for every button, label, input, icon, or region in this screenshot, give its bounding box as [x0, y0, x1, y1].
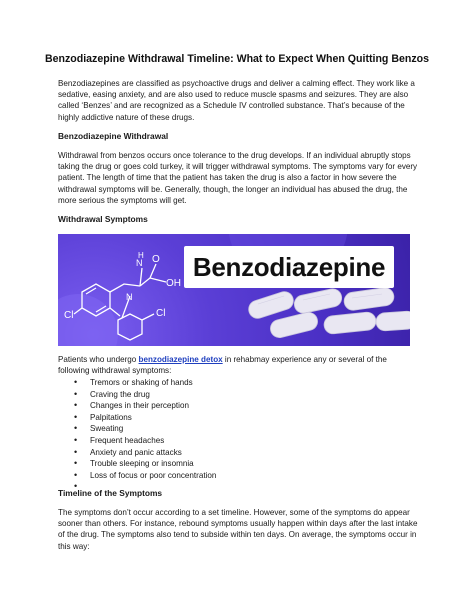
list-item: • Tremors or shaking of hands — [74, 377, 216, 389]
list-item: • Frequent headaches — [74, 435, 216, 447]
atom-o: O — [152, 254, 160, 265]
hero-banner-text: Benzodiazepine — [184, 246, 394, 288]
lead-prefix: Patients who undergo — [58, 355, 139, 364]
atom-n-mid: N — [126, 292, 133, 302]
list-item: • Loss of focus or poor concentration — [74, 470, 216, 482]
timeline-heading: Timeline of the Symptoms — [58, 488, 163, 498]
hero-image — [58, 234, 410, 346]
list-item: • Trouble sleeping or insomnia — [74, 458, 216, 470]
symptoms-list — [74, 377, 216, 493]
timeline-paragraph: The symptoms don’t occur according to a set timeline. However, some of the symptoms do appear sooner than others. For instance, rebound symptoms usually happen within days after the last intake of the drug. The symptoms also tend to subside within ten days. On average, the symptoms occur in this way: — [58, 508, 418, 551]
list-item: • Changes in their perception — [74, 400, 216, 412]
withdrawal-heading: Benzodiazepine Withdrawal — [58, 131, 169, 141]
intro-paragraph: Benzodiazepines are classified as psychoactive drugs and deliver a calming effect. They work like a sedative, easing anxiety, and are also used to reduce muscle spasms and seizures. They are also called ‘Benzes’ and are recognized as a Schedule IV controlled substance. That’s because of the highly addictive nature of these drugs. — [58, 79, 415, 122]
page-title: Benzodiazepine Withdrawal Timeline: What to Expect When Quitting Benzos — [44, 53, 430, 65]
atom-oh: OH — [166, 278, 181, 289]
atom-h: H — [138, 251, 144, 260]
list-item: • Craving the drug — [74, 389, 216, 401]
list-item: • Anxiety and panic attacks — [74, 447, 216, 459]
atom-cl-bottom: Cl — [156, 308, 166, 319]
symptoms-heading: Withdrawal Symptoms — [58, 214, 148, 224]
lead-suffix: in rehabmay experience any or several of the following withdrawal symptoms: — [58, 355, 387, 376]
atom-cl-left: Cl — [64, 310, 74, 321]
atom-n-top: N — [136, 258, 143, 268]
list-item: • Sweating — [74, 423, 216, 435]
withdrawal-paragraph: Withdrawal from benzos occurs once tolerance to the drug develops. If an individual abruptly stops taking the drug or goes cold turkey, it will trigger withdrawal symptoms. The symptoms vary for every patient. The length of time that the patient has taken the drug is also a factor in how severe the withdrawal symptoms will be. Generally, though, the longer an individual has abused the drug, the more serious the symptoms will get. — [58, 151, 418, 205]
symptoms-lead-paragraph — [58, 354, 418, 376]
benzodiazepine-detox-link[interactable]: benzodiazepine detox — [138, 355, 223, 364]
list-item: • Palpitations — [74, 412, 216, 424]
